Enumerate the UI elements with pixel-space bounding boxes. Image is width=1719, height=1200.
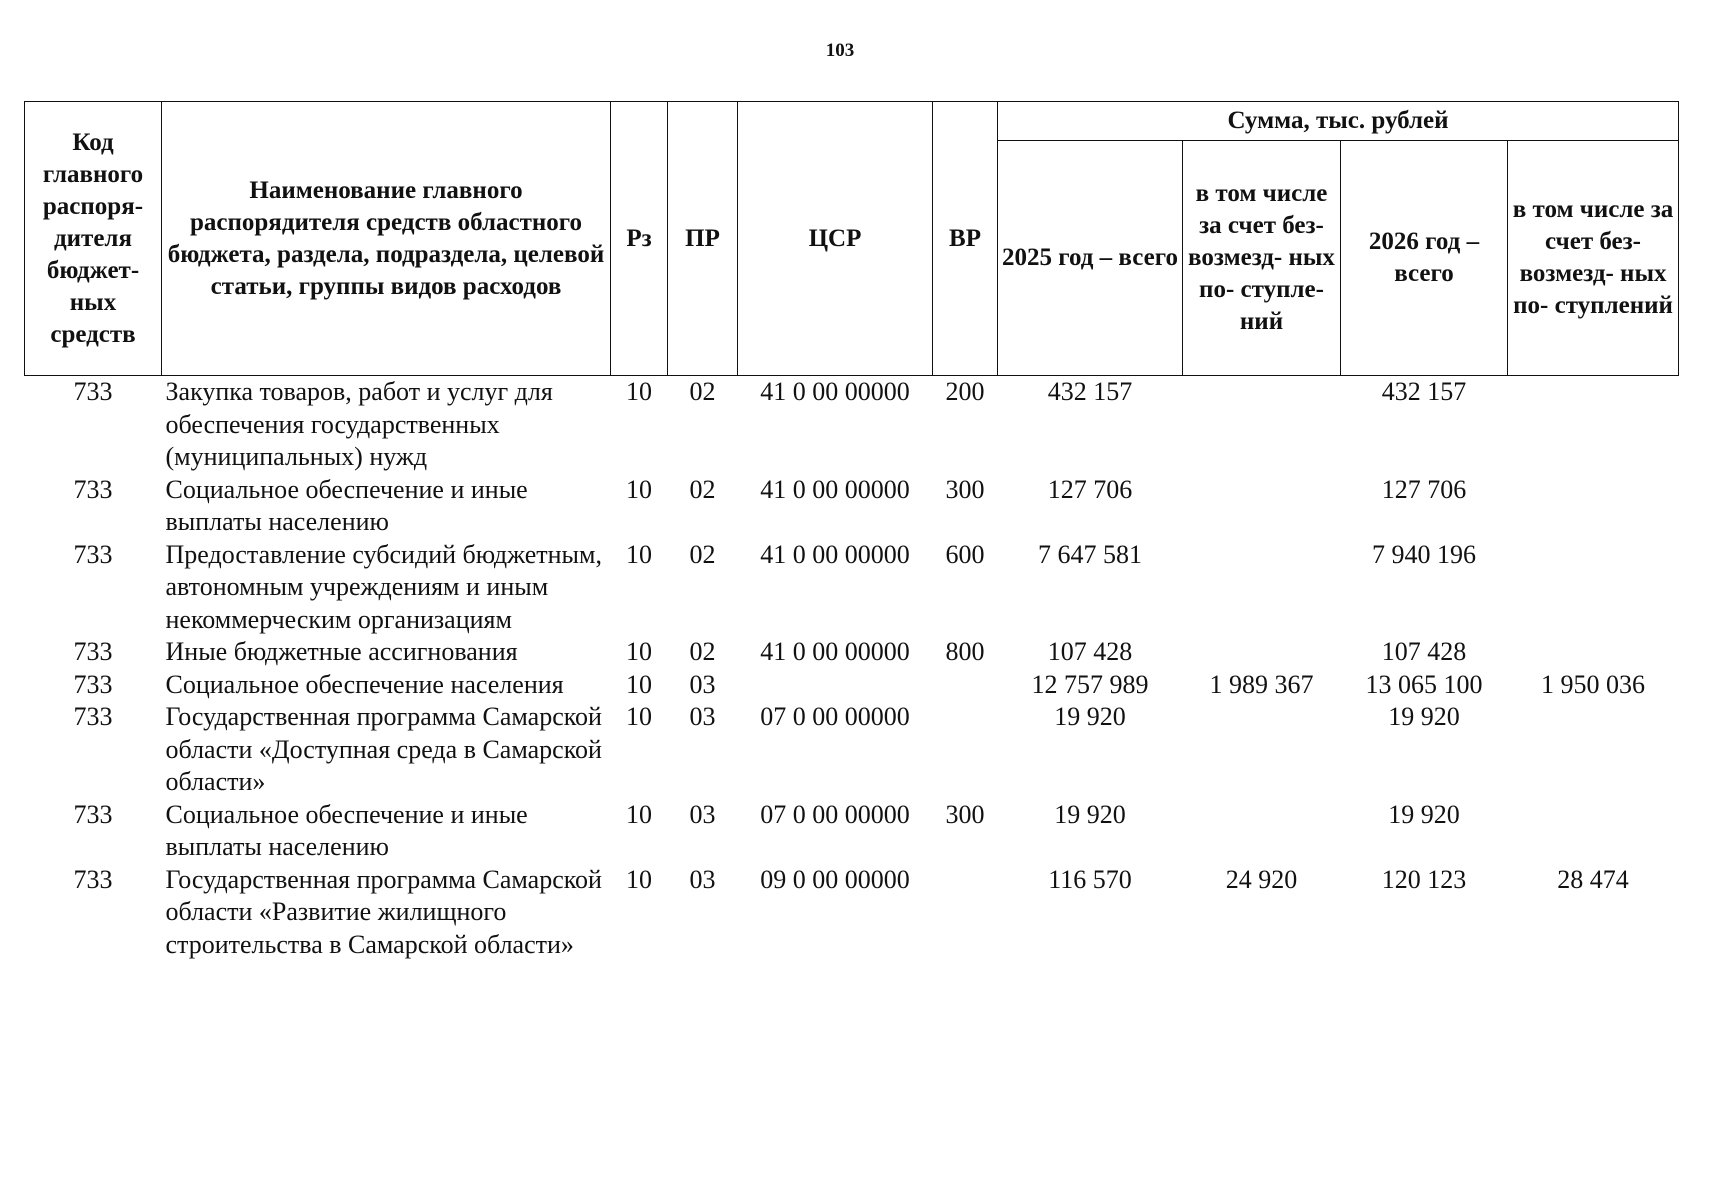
cell-code: 733 xyxy=(73,539,113,569)
header-vr: ВР xyxy=(933,102,998,376)
cell-2026-total: 19 920 xyxy=(1388,799,1460,829)
table-row xyxy=(25,864,1679,962)
table-row xyxy=(25,701,1679,799)
cell-vr xyxy=(933,864,998,962)
cell-csr: 41 0 00 00000 xyxy=(760,474,910,504)
header-2026-total: 2026 год – всего xyxy=(1341,141,1508,376)
cell-rz: 10 xyxy=(626,669,652,699)
cell-csr: 41 0 00 00000 xyxy=(760,377,910,406)
budget-table xyxy=(24,101,1679,961)
cell-vr: 200 xyxy=(945,377,985,406)
cell-2025-gratuitous xyxy=(1183,799,1341,864)
cell-2025-gratuitous: 24 920 xyxy=(1225,864,1298,894)
cell-csr: 09 0 00 00000 xyxy=(760,864,910,894)
cell-name: Государственная программа Самарской области «Развитие жилищного строительства в Самарской области» xyxy=(165,864,602,959)
cell-pr: 02 xyxy=(689,539,716,569)
cell-2025-gratuitous xyxy=(1183,701,1341,799)
cell-2025-total: 432 157 xyxy=(1047,377,1133,406)
cell-2025-total: 7 647 581 xyxy=(1038,539,1142,569)
header-pr: ПР xyxy=(668,102,738,376)
cell-vr xyxy=(933,701,998,799)
cell-name: Иные бюджетные ассигнования xyxy=(165,637,518,666)
cell-2026-total: 13 065 100 xyxy=(1365,669,1483,699)
cell-2026-total: 19 920 xyxy=(1388,702,1460,731)
table-row xyxy=(25,376,1679,474)
cell-name: Социальное обеспечение населения xyxy=(165,669,564,699)
cell-pr: 02 xyxy=(689,474,716,504)
cell-2025-gratuitous xyxy=(1183,474,1341,539)
cell-2025-gratuitous xyxy=(1183,636,1341,669)
cell-2026-gratuitous xyxy=(1508,636,1679,669)
cell-vr: 600 xyxy=(945,539,985,569)
cell-code: 733 xyxy=(73,377,113,406)
cell-name: Государственная программа Самарской области «Доступная среда в Самарской области» xyxy=(165,702,602,796)
cell-pr: 03 xyxy=(689,669,716,699)
cell-rz: 10 xyxy=(626,377,652,406)
table-row xyxy=(25,474,1679,539)
cell-2026-total: 127 706 xyxy=(1381,474,1467,504)
cell-rz: 10 xyxy=(626,864,652,894)
cell-rz: 10 xyxy=(626,474,652,504)
cell-pr: 02 xyxy=(689,377,716,406)
page-number: 103 xyxy=(825,40,855,61)
cell-pr: 03 xyxy=(689,702,716,731)
header-name: Наименование главного распорядителя средств областного бюджета, раздела, подраздела, целевой статьи, группы видов расходов xyxy=(162,102,611,376)
cell-2025-gratuitous xyxy=(1183,539,1341,637)
cell-pr: 02 xyxy=(689,637,716,666)
header-2026-gratuitous: в том числе за счет без- возмезд- ных по- ступлений xyxy=(1508,141,1679,376)
cell-2026-gratuitous xyxy=(1508,376,1679,474)
cell-csr xyxy=(738,669,933,702)
cell-2026-total: 120 123 xyxy=(1381,864,1467,894)
cell-rz: 10 xyxy=(626,539,652,569)
cell-code: 733 xyxy=(73,702,113,731)
cell-2025-gratuitous xyxy=(1183,376,1341,474)
cell-code: 733 xyxy=(73,864,113,894)
table-row xyxy=(25,539,1679,637)
header-csr: ЦСР xyxy=(738,102,933,376)
cell-name: Предоставление субсидий бюджетным, автономным учреждениям и иным некоммерческим организациям xyxy=(165,539,602,634)
table-row xyxy=(25,799,1679,864)
cell-2026-gratuitous: 1 950 036 xyxy=(1541,669,1646,699)
cell-2026-total: 432 157 xyxy=(1381,377,1467,406)
header-2025-total: 2025 год – всего xyxy=(998,141,1183,376)
cell-csr: 41 0 00 00000 xyxy=(760,539,910,569)
header-rz: Рз xyxy=(611,102,668,376)
cell-vr: 300 xyxy=(945,474,985,504)
header-sum: Сумма, тыс. рублей xyxy=(998,102,1679,141)
table-header xyxy=(25,102,1679,376)
cell-2025-total: 127 706 xyxy=(1047,474,1133,504)
cell-2026-gratuitous xyxy=(1508,474,1679,539)
cell-code: 733 xyxy=(73,474,113,504)
cell-2026-total: 107 428 xyxy=(1381,637,1467,666)
cell-2026-total: 7 940 196 xyxy=(1372,539,1476,569)
header-code: Код главного распоря- дителя бюджет- ных средств xyxy=(25,102,162,376)
cell-2026-gratuitous xyxy=(1508,799,1679,864)
cell-2026-gratuitous xyxy=(1508,539,1679,637)
cell-code: 733 xyxy=(73,799,113,829)
cell-name: Закупка товаров, работ и услуг для обеспечения государственных (муниципальных) нужд xyxy=(165,377,553,471)
cell-code: 733 xyxy=(73,669,113,699)
cell-vr: 300 xyxy=(945,799,985,829)
cell-rz: 10 xyxy=(626,637,652,666)
cell-csr: 07 0 00 00000 xyxy=(760,799,910,829)
cell-2025-total: 19 920 xyxy=(1054,702,1126,731)
cell-name: Социальное обеспечение и иные выплаты населению xyxy=(165,474,528,536)
cell-vr: 800 xyxy=(945,637,985,666)
header-2025-gratuitous: в том числе за счет без- возмезд- ных по- ступле- ний xyxy=(1183,141,1341,376)
cell-2025-gratuitous: 1 989 367 xyxy=(1209,669,1314,699)
cell-code: 733 xyxy=(73,637,113,666)
cell-rz: 10 xyxy=(626,799,652,829)
cell-2026-gratuitous: 28 474 xyxy=(1557,864,1629,894)
cell-csr: 41 0 00 00000 xyxy=(760,637,910,666)
cell-name: Социальное обеспечение и иные выплаты населению xyxy=(165,799,528,861)
cell-2025-total: 12 757 989 xyxy=(1031,669,1149,699)
table-body xyxy=(25,376,1679,962)
table-row xyxy=(25,636,1679,669)
cell-csr: 07 0 00 00000 xyxy=(760,702,910,731)
cell-rz: 10 xyxy=(626,702,652,731)
cell-2025-total: 116 570 xyxy=(1048,864,1132,894)
cell-2025-total: 107 428 xyxy=(1047,637,1133,666)
table-row xyxy=(25,669,1679,702)
cell-pr: 03 xyxy=(689,799,716,829)
cell-pr: 03 xyxy=(689,864,716,894)
cell-vr xyxy=(933,669,998,702)
cell-2025-total: 19 920 xyxy=(1054,799,1126,829)
cell-2026-gratuitous xyxy=(1508,701,1679,799)
